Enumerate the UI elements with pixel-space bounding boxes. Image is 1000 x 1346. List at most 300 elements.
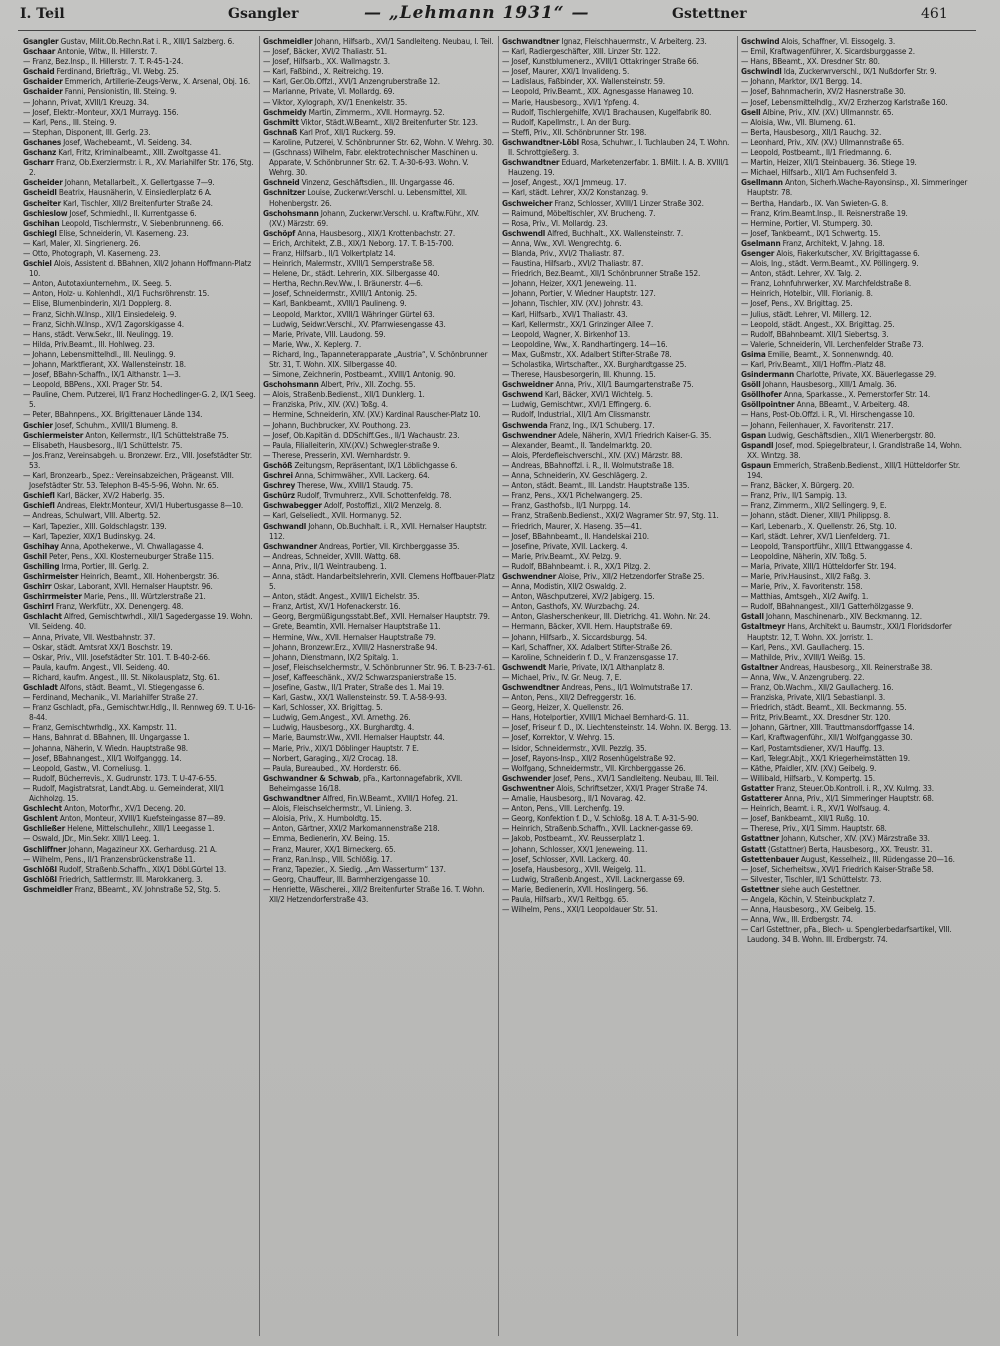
directory-entry [23, 187, 256, 197]
directory-entry [263, 208, 495, 228]
directory-entry [502, 813, 734, 823]
entry-details: — Georg, Chauffeur, III. Barmherzigengasse 10. [263, 873, 430, 884]
column-4 [737, 36, 976, 1336]
entry-surname: Gschrei [263, 470, 293, 481]
entry-details: Karl, Tischler, XII/2 Breitenfurter Straße 24. [60, 197, 213, 208]
directory-entry [23, 611, 256, 631]
entry-details: — Karoline, Schneiderin f. D., V. Franzensgasse 17. [502, 651, 679, 662]
directory-entry [741, 591, 973, 601]
directory-entry [741, 561, 973, 571]
entry-details: — Leopold, Marktor., XVIII/1 Währinger Gürtel 63. [263, 308, 435, 319]
entry-surname: Gschwandtner [263, 793, 321, 804]
entry-surname: Gschneid [263, 177, 300, 188]
entry-details: — Josef, Tankbeamt., IX/1 Schwertg. 15. [741, 227, 881, 238]
entry-details: — Ladislaus, Faßbinder, XX. Wallensteinstr. 59. [502, 76, 665, 87]
directory-entry [502, 76, 734, 86]
directory-entry [23, 36, 256, 46]
directory-entry [23, 632, 256, 642]
entry-details: — Franziska, Private, XII/1 Sebastianpl. 3. [741, 692, 886, 703]
entry-details: August, Kesselheiz., III. Rüdengasse 20—16. [798, 853, 955, 864]
entry-details: Alois, Schaffner, VI. Eissogelg. 3. [779, 36, 895, 46]
entry-details: — Käthe, Pfaidler, XIV. (XV.) Geibelg. 9. [741, 762, 877, 773]
directory-entry [741, 137, 973, 147]
entry-surname: Gschlecht [23, 803, 62, 814]
directory-entry [741, 46, 973, 56]
directory-entry [741, 621, 973, 641]
directory-entry [23, 813, 256, 823]
entry-details: — Anna, Schneiderin, XV. Geschlägerg. 2. [502, 470, 648, 481]
entry-surname: Gsangler [23, 36, 59, 46]
entry-surname: Gschirr [23, 581, 52, 592]
entry-details: — Anton, Pens., VIII. Lerchenfg. 19. [502, 803, 625, 814]
entry-details: — Anton, Glasherschenkeur, III. Dietrichg. 41. Wohn. Nr. 24. [502, 611, 711, 622]
entry-details: — Berta, Hausbesorg., XII/1 Rauchg. 32. [741, 126, 882, 137]
directory-entry [23, 349, 256, 359]
directory-entry [23, 662, 256, 672]
entry-details: Anna, Priv., XI/1 Simmeringer Hauptstr. 68. [782, 793, 934, 804]
directory-entry [502, 379, 734, 389]
directory-entry [502, 298, 734, 308]
entry-surname: Gschwendt [502, 661, 547, 672]
directory-entry [502, 329, 734, 339]
entry-surname: Gschwendl [502, 227, 546, 238]
entry-details: — Angela, Köchin, V. Steinbuckplatz 7. [741, 893, 875, 904]
directory-entry [23, 97, 256, 107]
entry-surname: Gschliffner [23, 843, 67, 854]
entry-details: — Leopold, Priv.Beamt., XIX. Agnesgasse Hanaweg 10. [502, 86, 694, 97]
directory-entry [741, 147, 973, 157]
entry-surname: Gschiermeister [23, 429, 84, 440]
entry-details: — Helene, Dr., städt. Lehrerin, XIX. Silbergasse 40. [263, 268, 440, 279]
directory-entry [23, 409, 256, 419]
entry-details: — Anton, Pens., XII/2 Defreggerstr. 16. [502, 692, 636, 703]
directory-entry [263, 571, 495, 591]
directory-entry [502, 248, 734, 258]
entry-details: Rudolf, Straßenb.Schaffn., XIX/1 Döbl.Gürtel 13. [56, 863, 226, 874]
directory-entry [23, 288, 256, 298]
entry-details: — Ludwig, Straßenb.Angest., XVII. Lacknergasse 69. [502, 873, 685, 884]
directory-entry [741, 521, 973, 531]
directory-entry [263, 329, 495, 339]
directory-entry [23, 571, 256, 581]
entry-details: — Josef, Kaffeeschänk., XV/2 Schwarzspanierstraße 15. [263, 671, 457, 682]
directory-entry [23, 450, 256, 470]
entry-surname: Gschirrmeister [23, 591, 82, 602]
directory-entry [23, 591, 256, 601]
column-1 [20, 36, 259, 1336]
entry-details: — Friedrich, städt. Beamt., XII. Beckmanng. 55. [741, 702, 907, 713]
entry-details: Alfons, städt. Beamt., VI. Stiegengasse 6. [57, 682, 205, 692]
entry-details: — Heinrich, Malermstr., XVIII/1 Semperstraße 58. [263, 258, 435, 269]
directory-entry [741, 319, 973, 329]
directory-entry [502, 702, 734, 712]
directory-entry [23, 238, 256, 248]
directory-entry [502, 177, 734, 187]
entry-details: — Johann, Hilfsarb., X. Siccardsburgg. 54. [502, 631, 647, 642]
entry-details: — Therese, Hausbesorgerin, III. Khunng. 15. [502, 369, 656, 380]
entry-details: — Norbert, Garaging., XI/2 Crocag. 18. [263, 752, 398, 763]
entry-details: — Josef, Maurer, XXI/1 Invalideng. 5. [502, 66, 630, 77]
entry-details: — Ludwig, Gemischtwr., XVI/1 Effingerg. 6. [502, 399, 652, 410]
directory-entry [263, 510, 495, 520]
directory-entry [502, 803, 734, 813]
directory-entry [263, 743, 495, 753]
directory-entry [502, 36, 734, 46]
directory-entry [23, 107, 256, 117]
directory-entry [263, 793, 495, 803]
entry-surname: Gschier [23, 419, 53, 430]
entry-details: — Georg, Heizer, X. Quellenstr. 26. [502, 702, 624, 713]
entry-surname: Gschmeidler [263, 36, 313, 46]
entry-details: Emilie, Beamt., X. Sonnenwndg. 40. [765, 348, 894, 359]
entry-details: — Josef, Schlosser, XVII. Lackerg. 40. [502, 853, 631, 864]
entry-surname: Gschwandtner [502, 157, 560, 168]
entry-details: — Leonhard, Priv., XIV. (XV.) Ullmannstraße 65. [741, 136, 904, 147]
directory-entry [502, 581, 734, 591]
directory-entry [741, 480, 973, 490]
entry-surname: Gschirmeister [23, 570, 79, 581]
entry-details: — Martin, Heizer, XII/1 Steinbauerg. 36. Stiege 19. [741, 157, 917, 168]
entry-surname: Gschwendner [502, 570, 557, 581]
entry-details: — Stephan, Disponent, III. Gerlg. 23. [23, 126, 151, 137]
entry-details: — Anna, Ww., V. Anzengruberg. 22. [741, 671, 865, 682]
entry-details: — Anton, Gasthofs, XV. Wurzbachg. 24. [502, 601, 640, 612]
entry-details: — Anton, städt. Lehrer, XV. Talg. 2. [741, 268, 862, 279]
entry-surname: Gschanz [23, 147, 57, 158]
entry-details: Johann, Metallarbeit., X. Gellertgasse 7—9. [62, 177, 215, 188]
directory-entry [23, 884, 256, 894]
directory-entry [502, 662, 734, 672]
directory-entry [23, 379, 256, 389]
directory-entry [502, 339, 734, 349]
directory-entry [23, 389, 256, 409]
entry-surname: Gstattner [741, 833, 780, 844]
entry-surname: Gspaun [741, 459, 771, 470]
directory-entry [502, 349, 734, 359]
directory-entry [263, 147, 495, 177]
directory-entry [263, 621, 495, 631]
entry-details: — Anton, städt. Angest., XVIII/1 Eichelstr. 35. [263, 591, 420, 602]
entry-details: Johann, Magazineur XX. Gerhardusg. 21 A. [66, 843, 217, 854]
directory-entry [502, 450, 734, 460]
entry-surname: Gscharr [23, 157, 54, 168]
directory-entry [741, 117, 973, 127]
directory-entry [741, 218, 973, 228]
entry-details: Anton, Kellermstr., II/1 Schüttelstraße 75. [83, 429, 229, 440]
directory-entry [23, 56, 256, 66]
entry-surname: Gspan [741, 429, 766, 440]
entry-surname: Gstettenbauer [741, 853, 799, 864]
entry-details: — Faustina, Hilfsarb., XVI/2 Thaliastr. 87. [502, 258, 644, 269]
entry-details: — Karl, städt. Lehrer, XX/2 Konstanzag. 9. [502, 187, 648, 198]
directory-entry [741, 682, 973, 692]
directory-entry [502, 894, 734, 904]
entry-details: — Heinrich, Beamt. i. R., XV/1 Wolfsaug. 4. [741, 803, 890, 814]
directory-title: — „Lehmann 1931“ — [364, 3, 590, 23]
entry-details: Ida, Zuckerwrverschl., IX/1 Nußdorfer Str. 9. [781, 66, 937, 77]
directory-entry [23, 510, 256, 520]
entry-details: — Leopold, Postbeamt., II/1 Friedmanng. 6. [741, 147, 892, 158]
entry-details: — Josef, Korrektor, V. Wehrg. 15. [502, 732, 615, 743]
entry-details: — Josef, Sicherheitsw., XVI/1 Friedrich Kaiser-Straße 58. [741, 863, 934, 874]
entry-details: Gustav, Milit.Ob.Rechn.Rat i. R., XIII/1 Salzberg. 6. [58, 36, 235, 46]
entry-details: — Hans, Bahnrat d. BBahnen, III. Ungargasse 1. [23, 732, 190, 743]
entry-details: Johann, Hilfsarb., XVI/1 Sandleiteng. Neubau, I. Teil. [312, 36, 494, 46]
entry-details: — Karl, Gastw., XX/1 Wallensteinstr. 59. T. A-58-9-93. [263, 692, 447, 703]
directory-entry [502, 642, 734, 652]
entry-surname: Gschladt [23, 682, 58, 692]
entry-details: Andreas, Portier, VII. Kirchberggasse 35. [317, 540, 460, 551]
entry-details: — Hans, BBeamt., XX. Dresdner Str. 80. [741, 56, 880, 67]
directory-entry [502, 732, 734, 742]
entry-details: — Hermine, Ww., XVII. Hernalser Hauptstraße 79. [263, 631, 436, 642]
entry-surname: Gscheidl [23, 187, 57, 198]
directory-entry [23, 642, 256, 652]
entry-details: — Fritz, Priv.Beamt., XX. Dresdner Str. 120. [741, 712, 891, 723]
entry-details: Johann, Zuckerwr.Verschl. u. Kraftw.Führ., XIV. (XV.) Märzstr. 69. [269, 207, 480, 228]
directory-entry [741, 198, 973, 208]
directory-entry [741, 490, 973, 500]
entry-surname: Gschirrl [23, 601, 54, 612]
entry-details: — Josefine, Private, XVII. Lackerg. 4. [502, 540, 628, 551]
entry-details: Therese, Ww., XVIII/1 Staudg. 75. [295, 480, 413, 491]
entry-details: — Matthias, Amtsgeh., XI/2 Awifg. 1. [741, 591, 869, 602]
directory-entry [263, 480, 495, 490]
entry-details: — Franz, Sichh.W.Insp., XV/1 Zagorskigasse 4. [23, 318, 184, 329]
entry-details: Helene, Mittelschullehr., XIII/1 Leegasse 1. [65, 823, 215, 834]
columns [20, 36, 978, 1336]
entry-details: — Karl, Faßbind., X. Reitreichg. 19. [263, 66, 384, 77]
directory-entry [741, 571, 973, 581]
directory-entry [502, 753, 734, 763]
directory-entry [502, 904, 734, 914]
entry-details: — (Gschnass) Wilhelm, Fabr. elektrotechnischer Maschinen u. Apparate, V. Schönbrunner Str. 62. T. A-30-6-93. Wohn. V. Wehrg. 30. [263, 147, 478, 178]
entry-details: — Johann, Gärtner, XIII. Trauttmansdorffgasse 14. [741, 722, 915, 733]
entry-details: — Aloisia, Priv., X. Humboldtg. 15. [263, 813, 382, 824]
entry-details: — Wolfgang, Schneidermstr., VII. Kirchberggasse 26. [502, 762, 686, 773]
directory-entry [263, 349, 495, 369]
directory-entry [502, 238, 734, 248]
directory-entry [741, 773, 973, 783]
entry-surname: Gschohsmann [263, 207, 319, 218]
entry-details: Anna, Sparkasse., X. Pernerstorfer Str. 14. [781, 389, 931, 400]
directory-entry [502, 611, 734, 621]
directory-entry [741, 298, 973, 308]
entry-details: — Karl, Kellermstr., XX/1 Grinzinger Allee 7. [502, 318, 654, 329]
directory-entry [741, 399, 973, 409]
entry-details: — Josefine, Gastw., II/1 Prater, Straße des 1. Mai 19. [263, 682, 444, 692]
entry-surname: Gsöllpointner [741, 399, 795, 410]
directory-entry [23, 86, 256, 96]
entry-details: Alfred, Fin.W.Beamt., XVIII/1 Hofeg. 21. [320, 793, 458, 804]
directory-entry [741, 510, 973, 520]
entry-details: Franz, Schlosser, XVIII/1 Linzer Straße 302. [552, 197, 704, 208]
entry-details: — Amalie, Hausbesorg., II/1 Novarag. 42. [502, 793, 646, 804]
entry-details: — Josef, Lebensmittelhdlg., XV/2 Erzherzog Karlstraße 160. [741, 96, 948, 107]
directory-entry [741, 440, 973, 460]
entry-details: — Georg, Bergmüßigungsstabt.Bef., XVII. Hernalser Hauptstr. 79. [263, 611, 490, 622]
entry-details: — Mathilde, Priv., XVIII/1 Weißg. 15. [741, 651, 866, 662]
entry-details: — Ludwig, Seidwr.Verschl., XV. Pfarrwiesengasse 43. [263, 318, 446, 329]
directory-entry [23, 137, 256, 147]
entry-surname: Gsöllhofer [741, 389, 782, 400]
entry-details: — Marie, Priv., X. Favoritenstr. 158. [741, 581, 863, 592]
directory-entry [263, 137, 495, 147]
entry-details: — Elisabeth, Hausbesorg., II/1 Schüttelstr. 75. [23, 439, 183, 450]
entry-surname: Gschweicher [502, 197, 553, 208]
directory-entry [263, 127, 495, 137]
entry-surname: Gschanes [23, 136, 62, 147]
entry-details: Alois, Fiakerkutscher, XV. Brigittagasse 6. [774, 247, 920, 258]
directory-entry [741, 894, 973, 904]
entry-details: — Anna, Ww., III. Erdbergstr. 74. [741, 914, 853, 925]
directory-entry [263, 672, 495, 682]
directory-entry [263, 177, 495, 187]
entry-details: — Johann, Feilenhauer, X. Favoritenstr. 217. [741, 419, 894, 430]
entry-details: Karl, Bäcker, XVI/1 Wichtelg. 5. [542, 389, 653, 400]
entry-details: — Franz, Priv., II/1 Sampig. 13. [741, 490, 847, 501]
entry-details: — Karl, Kraftwagenführ., XII/1 Wolfganggasse 30. [741, 732, 913, 743]
entry-details: — Johann, Heizer, XX/1 Jeneweing. 11. [502, 278, 637, 289]
entry-details: — Therese, Priv., XI/1 Simm. Hauptstr. 68. [741, 823, 887, 834]
entry-details: — Johann, Lebensmittelhdl., III. Neulingg. 9. [23, 348, 176, 359]
directory-entry [23, 490, 256, 500]
entry-details: — Anton, Autotaxiunternehm., IX. Seeg. 5. [23, 278, 172, 289]
entry-details: — Franz, Bäcker, X. Bürgerg. 20. [741, 480, 855, 491]
entry-details: — Marie, Priv., XIX/1 Döblinger Hauptstr. 7 E. [263, 742, 419, 753]
entry-details: Anton, Sicherh.Wache-Rayonsinsp., XI. Simmeringer Hauptstr. 78. [747, 177, 968, 198]
entry-details: — Rudolf, Tischlergehilfe, XVI/1 Brachausen, Kugelfabrik 80. [502, 106, 712, 117]
entry-surname: Gschweidner [502, 379, 554, 390]
directory-entry [741, 208, 973, 218]
entry-surname: Gschmeidy [263, 106, 307, 117]
directory-entry [502, 309, 734, 319]
directory-entry [741, 531, 973, 541]
entry-surname: Gschihan [23, 217, 60, 228]
entry-details: — Franz, Maurer, XX/1 Birneckerg. 65. [263, 843, 396, 854]
entry-details: — Josef, Bankbeamt., XII/1 Rußg. 10. [741, 813, 870, 824]
directory-entry [502, 127, 734, 137]
entry-details: Emmerich, Artillerie-Zeugs-Verw., X. Arsenal, Obj. 16. [62, 76, 251, 87]
entry-details: Anna, Apothekerwe., VI. Chwallagasse 4. [58, 540, 204, 551]
entry-details: Adele, Näherin, XVI/1 Friedrich Kaiser-G. 35. [556, 429, 712, 440]
entry-details: — Rudolf, Bücherrevis., X. Gudrunstr. 173. T. U-47-6-55. [23, 772, 217, 783]
directory-entry [263, 803, 495, 813]
directory-entry [23, 732, 256, 742]
directory-entry [23, 430, 256, 440]
entry-details: — Andreas, BBahnoffzl. i. R., II. Wolmutstraße 18. [502, 459, 674, 470]
entry-details: — Marie, Hausbesorg., XVI/1 Ypfeng. 4. [502, 96, 640, 107]
entry-surname: Gschwandner [263, 540, 318, 551]
directory-entry [502, 389, 734, 399]
entry-details: Johann, Ob.Buchhalt. i. R., XVII. Hernalser Hauptstr. 112. [269, 520, 487, 541]
entry-details: Alfred, Gemischtwrhdl., XII/1 Sagedergasse 19. Wohn. VII. Seideng. 40. [29, 611, 253, 632]
directory-entry [263, 753, 495, 763]
entry-details: — Friedrich, Bez.Beamt., XII/1 Schönbrunner Straße 152. [502, 268, 701, 279]
entry-details: — Johann, Privat, XVIII/1 Kreuzg. 34. [23, 96, 149, 107]
directory-entry [741, 389, 973, 399]
entry-details: — Alois, Fleischselchermstr., VI. Linieng. 3. [263, 803, 412, 814]
entry-surname: Gschöß [263, 459, 293, 470]
directory-entry [263, 591, 495, 601]
entry-details: — Isidor, Schneidermstr., XVII. Pezzlg. 35. [502, 742, 647, 753]
entry-details: Beatrix, Hausnäherin, V. Einsiedlerplatz 6 A. [56, 187, 212, 198]
directory-entry [741, 167, 973, 177]
entry-details: — Georg, Konfektion f. D., V. Schloßg. 18 A. T. A-31-5-90. [502, 813, 699, 824]
entry-details: — Franz, Lohnfuhrwerker, XV. Marchfeldstraße 8. [741, 278, 912, 289]
entry-details: — Josef, Bäcker, XVI/2 Thaliastr. 51. [263, 46, 387, 57]
directory-entry [741, 652, 973, 662]
directory-entry [741, 803, 973, 813]
directory-entry [23, 854, 256, 864]
entry-details: Karl Prof., XII/1 Ruckerg. 59. [297, 126, 396, 137]
entry-details: Irma, Portier, III. Gerlg. 2. [59, 560, 149, 571]
directory-entry [502, 369, 734, 379]
directory-entry [741, 692, 973, 702]
entry-details: — Josef, Ob.Kapitän d. DDSchiff.Ges., II/1 Wachaustr. 23. [263, 429, 460, 440]
directory-entry [741, 97, 973, 107]
page-number: 461 [921, 6, 948, 22]
directory-entry [502, 773, 734, 783]
entry-details: Anton, Monteur, XVIII/1 Kuefsteingasse 87—89. [57, 813, 226, 824]
entry-details: — Blanda, Priv., XVI/2 Thaliastr. 87. [502, 247, 624, 258]
directory-entry [263, 399, 495, 409]
entry-details: — Josefa, Hausbesorg., XVII. Weigelg. 11. [502, 863, 646, 874]
entry-details: Franz, Steuer.Ob.Kontroll. i. R., XV. Kulmg. 33. [774, 782, 934, 793]
directory-entry [263, 490, 495, 500]
entry-details: — Anton, Holz- u. Kohlenhdl., XI/1 Fuchsröhrenstr. 15. [23, 288, 210, 299]
entry-details: — Paula, Bureaubed., XV. Horderstr. 66. [263, 762, 401, 773]
directory-entry [741, 339, 973, 349]
entry-details: — Franz, Tapezier., X. Siedig. „Am Wasserturm“ 137. [263, 863, 446, 874]
entry-details: — Johann, Marktfierant, XX. Wallensteinstr. 18. [23, 359, 186, 369]
directory-entry [23, 722, 256, 732]
entry-details: — Peter, BBahnpens., XX. Brigittenauer Lände 134. [23, 409, 203, 420]
directory-entry [502, 531, 734, 541]
entry-details: — Silvester, Tischler, II/1 Schüttelstr. 73. [741, 873, 882, 884]
directory-entry [23, 117, 256, 127]
entry-details: Vinzenz, Geschäftsdien., III. Ungargasse 46. [299, 177, 455, 188]
entry-details: — Hertha, Rechn.Rev.Ww., I. Bräunerstr. 4—6. [263, 278, 423, 289]
directory-entry [263, 732, 495, 742]
entry-details: Marie, Private, IX/1 Althanplatz 8. [546, 661, 665, 672]
entry-details: — Anna, Private, VII. Westbahnstr. 37. [23, 631, 156, 642]
directory-entry [502, 722, 734, 732]
entry-details: — Hermine, Portier, VI. Stumperg. 30. [741, 217, 873, 228]
directory-entry [263, 258, 495, 268]
entry-details: — Carl Gstettner, pFa., Blech- u. Spenglerbedarfsartikel, VIII. Laudong. 34 B. Wohn. III. Erdbergstr. 74. [741, 924, 952, 945]
directory-entry [263, 470, 495, 480]
entry-details: — Marie, Baumstr.Ww., XVII. Hernalser Hauptstr. 44. [263, 732, 445, 743]
directory-entry [263, 601, 495, 611]
entry-details: Josef, Schmiedhl., II. Kurrentgasse 6. [67, 207, 197, 218]
entry-details: Franz, Ing., IX/1 Schuberg. 17. [547, 419, 655, 430]
directory-entry [741, 783, 973, 793]
entry-details: Josef, mod. Spiegelbrateur, I. Grandlstraße 14, Wohn. XX. Wintzg. 38. [747, 439, 962, 460]
directory-entry [263, 813, 495, 823]
directory-entry [263, 238, 495, 248]
directory-entry [23, 470, 256, 490]
entry-surname: Gscheiter [23, 197, 61, 208]
entry-surname: Gschlößl [23, 873, 57, 884]
directory-entry [23, 541, 256, 551]
directory-entry [502, 430, 734, 440]
directory-entry [263, 46, 495, 56]
entry-surname: Gschürz [263, 490, 295, 501]
directory-entry [741, 732, 973, 742]
entry-details: — Josef, Pens., XV. Brigittag. 25. [741, 298, 853, 309]
entry-details: — Johann, Marktor, IX/1 Bergg. 14. [741, 76, 862, 87]
